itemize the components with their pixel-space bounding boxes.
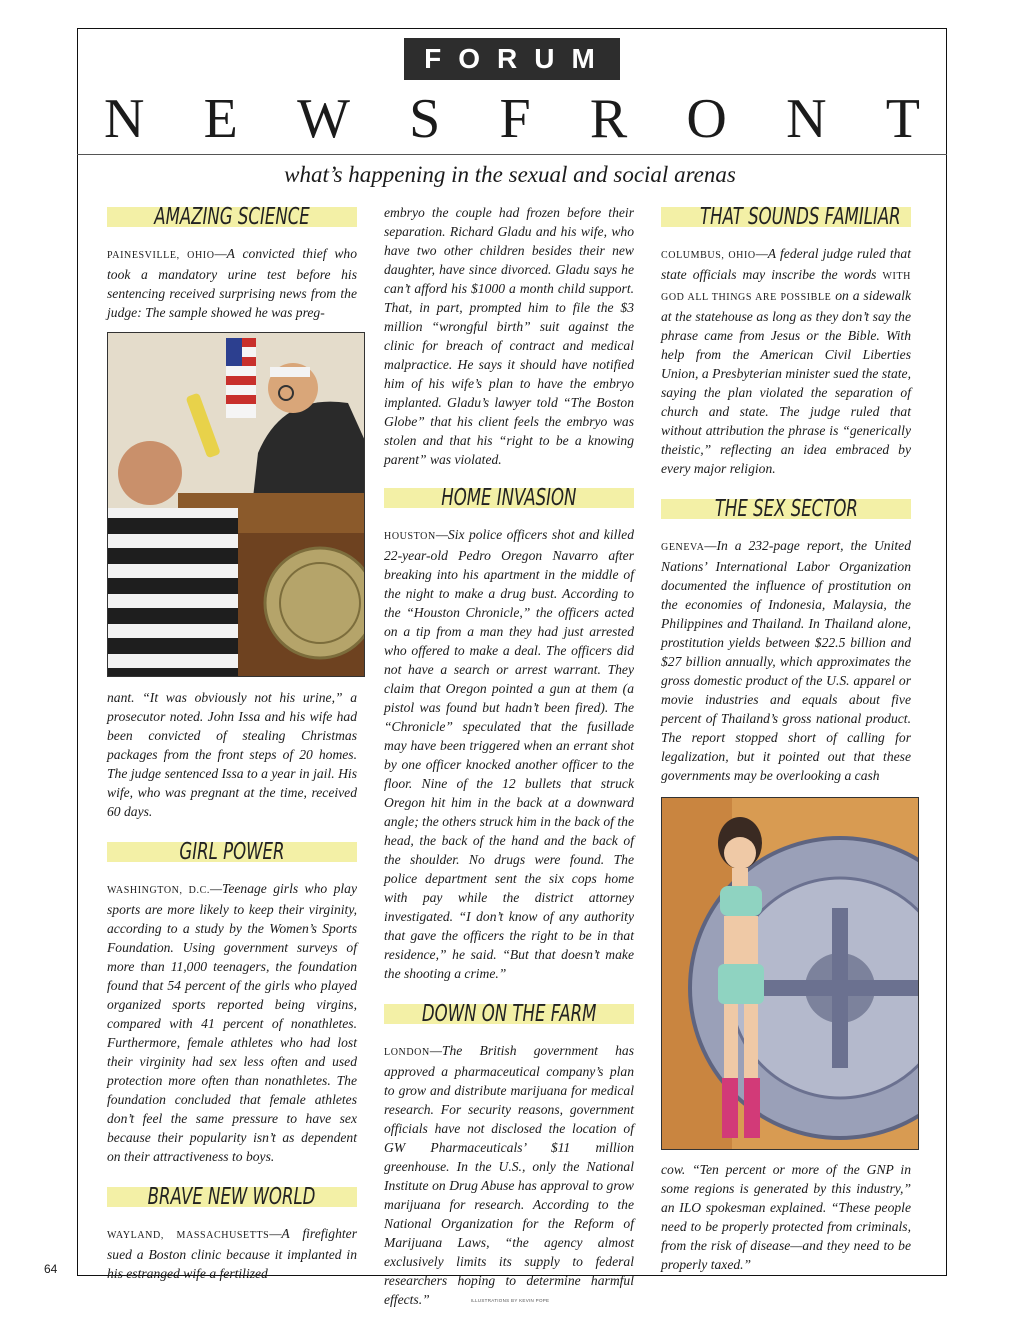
newsfront-letter: R	[589, 88, 628, 150]
article-body: PAINESVILLE, OHIO—A convicted thief who took a mandatory urine test before his sentencing received surprising news from the judge: The sample showed he was preg-	[107, 246, 357, 320]
illustration-vault-woman	[661, 797, 919, 1150]
section-heading-girl-power: GIRL POWER	[107, 835, 357, 869]
column-3	[661, 200, 911, 785]
newsfront-letter: F	[499, 88, 531, 150]
dateline: WASHINGTON, D.C.	[107, 885, 210, 896]
dateline: LONDON	[384, 1047, 430, 1058]
column-1	[107, 200, 357, 322]
inscription-caps: WITH GOD ALL THINGS ARE POSSIBLE	[661, 271, 911, 303]
newsfront-letter: W	[297, 88, 350, 150]
judge-prisoner-drawing	[108, 333, 365, 677]
article-body: embryo the couple had frozen before their separation. Richard Gladu and his wife, who have two other children besides their new daughter, have since divorced. Gladu says he can’t afford his $1000 a month child support. That, in part, prompted him to file the $3 million “wrongful birth” suit against the clinic for breach of contract and medical malpractice. He says it should have notified him of his wife’s plan to have the embryo implanted. Gladu’s lawyer told “The Boston Globe” that his client feels the embryo was stolen and that his “right to be a knowing parent” was violated.	[384, 205, 634, 467]
vault-woman-drawing	[662, 798, 919, 1150]
section-heading-amazing-science: AMAZING SCIENCE	[107, 200, 357, 234]
page-number: 64	[44, 1262, 58, 1276]
article-body: WAYLAND, MASSACHUSETTS—A firefighter sued a Boston clinic because it implanted in his estranged wife a fertilized	[107, 1226, 357, 1281]
newsfront-letter: S	[409, 88, 441, 150]
column-3-continued	[661, 1160, 911, 1274]
dateline: WAYLAND, MASSACHUSETTS	[107, 1230, 270, 1241]
forum-banner: FORUM	[404, 38, 620, 80]
tagline: what’s happening in the sexual and social arenas	[284, 162, 736, 187]
article-body: HOUSTON—Six police officers shot and killed 22-year-old Pedro Oregon Navarro after breaking into his apartment in the middle of the night to make a drug bust. According to the “Houston Chronicle,” the officers acted on a tip from a man they had just arrested who offered to make a deal. The officers did not have a search or arrest warrant. They claim that Oregon pointed a gun at them (a pistol was found but hadn’t been fired). The “Chronicle” speculated that the fusillade may have been triggered when an errant shot by one officer knocked another officer to the floor. Nine of the 12 bullets that struck Oregon hit him in the back at a downward angle; the others struck him in the back of the head, the back of the hand and the back of the shoulder. No drugs were found. The police department sent the six cops home with pay while the district attorney investigated. “I don’t know of any authority that gave the officers the right to be in that residence,” he said. “But that doesn’t make the shooting a crime.”	[384, 527, 634, 981]
header-rule	[77, 154, 947, 155]
illustration-credit: ILLUSTRATIONS BY KEVIN POPE	[470, 1298, 550, 1303]
dateline: GENEVA	[661, 542, 705, 553]
illustration-judge-prisoner	[107, 332, 365, 677]
dateline: HOUSTON	[384, 531, 436, 542]
column-1-continued	[107, 688, 357, 1283]
article-body: WASHINGTON, D.C.—Teenage girls who play sports are more likely to keep their virginity, according to a study by the Women’s Sports Foundation. Using government surveys of more than 11,000 teenagers, the foundation found that 54 percent of the girls who played organized sports reported being virgins, compared with 41 percent of nonathletes. Furthermore, female athletes who had lost their virginity had sex less often and used protection more often than nonathletes. The foundation concluded that female athletes don’t feel the same pressure to have sex because their popularity isn’t as dependent on their attractiveness to boys.	[107, 881, 357, 1164]
article-body: cow. “Ten percent or more of the GNP in some regions is generated by this industry,” an ILO spokesman explained. “These people need to be properly protected from criminals, from the risk of disease—and they need to be properly taxed.”	[661, 1162, 911, 1272]
article-body: LONDON—The British government has approved a pharmaceutical company’s plan to grow and distribute marijuana for medical research. For security reasons, government officials have not disclosed the location of GW Pharmaceuticals’ $11 million greenhouse. In the U.S., only the National Institute on Drug Abuse has approval to grow marijuana for research. According to the National Organization for the Reform of Marijuana Laws, “the agency almost exclusively limits its supply to federal researchers hoping to determine harmful effects.”	[384, 1043, 634, 1307]
column-2	[384, 203, 634, 1309]
dateline: PAINESVILLE, OHIO	[107, 250, 215, 261]
section-heading-that-sounds-familiar: THAT SOUNDS FAMILIAR	[661, 200, 911, 234]
section-heading-home-invasion: HOME INVASION	[384, 481, 634, 515]
section-heading-brave-new-world: BRAVE NEW WORLD	[107, 1180, 357, 1214]
newsfront-letter: N	[786, 88, 827, 150]
section-heading-down-on-the-farm: DOWN ON THE FARM	[384, 997, 634, 1031]
newsfront-letter: T	[885, 88, 920, 150]
newsfront-letter: O	[686, 88, 727, 150]
newsfront-letter: N	[104, 88, 145, 150]
article-body: GENEVA—In a 232-page report, the United Nations’ International Labor Organization documented the influence of prostitution on the economies of Indonesia, Malaysia, the Philippines and Thailand. In Thailand alone, prostitution yields between $22.5 billion and $27 billion annually, which approximates the gross domestic product of the U.S. apparel or movie industries and equals about five percent of Thailand’s gross national product. The report stopped short of calling for legalization, but it pointed out that these governments may be overlooking a cash	[661, 538, 911, 783]
article-body: COLUMBUS, OHIO—A federal judge ruled that state officials may inscribe the words WITH GOD ALL THINGS ARE POSSIBLE on a sidewalk at the statehouse as long as they don’t say the phrase came from Jesus or the Bible. With help from the American Civil Liberties Union, a Presbyterian minister sued the state, saying the plan violated the separation of church and state. The judge ruled that without attribution the phrase is “generically theistic,” reflecting an idea embraced by every major religion.	[661, 246, 911, 476]
newsfront-title	[104, 88, 920, 150]
dateline: COLUMBUS, OHIO	[661, 250, 756, 261]
newsfront-letter: E	[203, 88, 238, 150]
section-heading-the-sex-sector: THE SEX SECTOR	[661, 492, 911, 526]
article-body: nant. “It was obviously not his urine,” a prosecutor noted. John Issa and his wife had been convicted of stealing Christmas packages from the front steps of 20 homes. The judge sentenced Issa to a year in jail. His wife, who was pregnant at the time, received 60 days.	[107, 690, 357, 819]
